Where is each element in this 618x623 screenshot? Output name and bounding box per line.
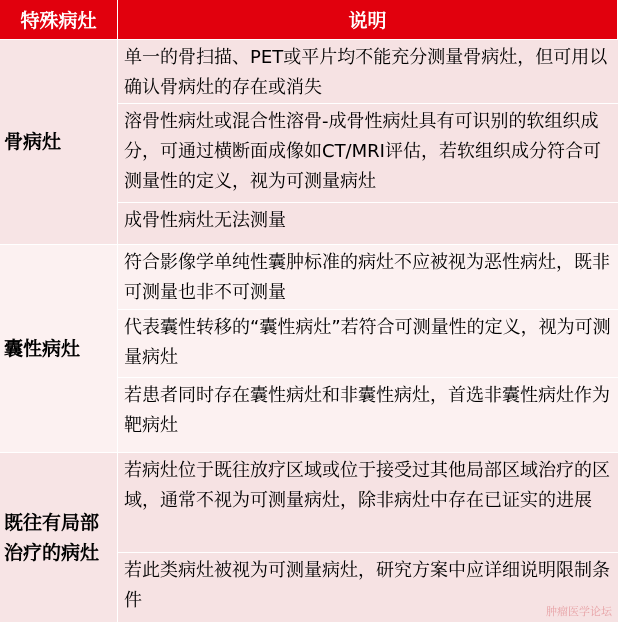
description-cell: 成骨性病灶无法测量 xyxy=(118,203,618,245)
description-cell: 若患者同时存在囊性病灶和非囊性病灶，首选非囊性病灶作为靶病灶 xyxy=(118,378,618,453)
category-bone-lesion: 骨病灶 xyxy=(0,40,118,245)
previously-treated-descriptions xyxy=(118,453,618,623)
category-cystic-lesion: 囊性病灶 xyxy=(0,245,118,453)
description-cell: 若此类病灶被视为可测量病灶，研究方案中应详细说明限制条件 xyxy=(118,553,618,623)
category-previously-treated-lesion: 既往有局部治疗的病灶 xyxy=(0,453,118,623)
description-cell: 若病灶位于既往放疗区域或位于接受过其他局部区域治疗的区域，通常不视为可测量病灶，除非病灶中存在已证实的进展 xyxy=(118,453,618,553)
header-special-lesion: 特殊病灶 xyxy=(0,0,118,40)
description-cell: 代表囊性转移的“囊性病灶”若符合可测量性的定义，视为可测量病灶 xyxy=(118,310,618,378)
bone-lesion-descriptions xyxy=(118,40,618,245)
watermark: 肿瘤医学论坛 xyxy=(546,605,612,618)
header-description: 说明 xyxy=(118,0,618,40)
description-cell: 符合影像学单纯性囊肿标准的病灶不应被视为恶性病灶，既非可测量也非不可测量 xyxy=(118,245,618,310)
cystic-lesion-descriptions xyxy=(118,245,618,453)
description-cell: 单一的骨扫描、PET或平片均不能充分测量骨病灶，但可用以确认骨病灶的存在或消失 xyxy=(118,40,618,104)
description-cell: 溶骨性病灶或混合性溶骨-成骨性病灶具有可识别的软组织成分，可通过横断面成像如CT/MRI评估，若软组织成分符合可测量性的定义，视为可测量病灶 xyxy=(118,104,618,203)
